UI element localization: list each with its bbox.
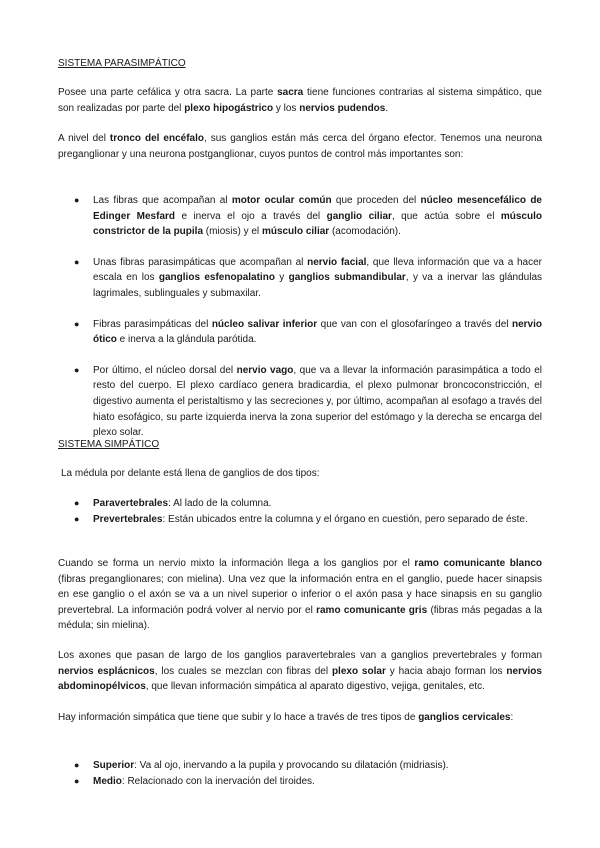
section-title-simpatico: SISTEMA SIMPÁTICO — [58, 439, 160, 450]
section-title-parasimpatico: SISTEMA PARASIMPÁTICO — [58, 58, 186, 69]
text-run: , sus ganglios están más cerca del órgano efector. Tenemos una neurona preganglionar y una neurona postganglionar, cuyos puntos de control más importantes son: — [58, 133, 543, 160]
text-run: , y va a inervar las glándulas lagrimales, sublinguales y submaxilar. — [93, 272, 543, 299]
list-item — [58, 363, 542, 441]
text-run: : Va al ojo, inervando a la pupila y provocando su dilatación (midriasis). — [134, 760, 449, 771]
bold-term: Medio — [93, 775, 122, 787]
bold-term: núcleo salivar inferior — [211, 318, 318, 330]
bold-term: tronco del encéfalo — [109, 133, 204, 144]
text-run: (miosis) y el — [203, 226, 262, 238]
bold-term: nervio vago — [236, 364, 294, 376]
list-item — [58, 193, 542, 240]
list-item — [58, 255, 542, 302]
bold-term: ramo comunicante blanco — [414, 558, 543, 569]
paragraph — [58, 710, 542, 726]
bold-term: ganglios submandibular — [288, 272, 406, 284]
bold-term: nervios pudendos — [299, 102, 386, 114]
bold-term: motor ocular común — [231, 195, 332, 206]
list-item — [58, 758, 542, 774]
bold-term: músculo constrictor de la pupila — [93, 210, 542, 238]
text-run: La médula por delante está llena de ganglios de dos tipos: — [61, 468, 320, 479]
bold-term: Paravertebrales — [93, 498, 169, 509]
text-run: y los — [273, 102, 300, 114]
text-run: tiene funciones contrarias al sistema simpático, que son realizadas por parte del — [58, 87, 542, 114]
bold-term: ganglios esfenopalatino — [158, 272, 275, 284]
text-run: que van con el glosofaríngeo a través del — [317, 318, 512, 330]
list-item — [58, 496, 542, 512]
bold-term: Superior — [93, 760, 135, 771]
bold-term: plexo hipogástrico — [184, 102, 274, 114]
bold-term: ganglio ciliar — [326, 210, 392, 222]
bold-term: sacra — [277, 87, 304, 98]
text-run: e inerva el ojo a través del — [175, 210, 327, 222]
text-run: e inerva a la glándula parótida. — [116, 334, 257, 346]
text-run: A nivel del — [58, 133, 110, 144]
bullet-icon: ● — [74, 498, 80, 508]
bullet-icon: ● — [74, 775, 80, 786]
list-item — [58, 512, 542, 528]
text-run: . — [385, 102, 389, 114]
bullet-list — [58, 193, 542, 441]
bold-term: nervio facial — [307, 256, 367, 268]
text-run: (acomodación). — [329, 226, 401, 238]
text-run: que proceden del — [331, 195, 421, 206]
bold-term: ramo comunicante gris — [316, 604, 428, 616]
text-run: : Relacionado con la inervación del tiroides. — [121, 775, 315, 787]
bold-term: músculo ciliar — [261, 226, 330, 238]
paragraph — [58, 648, 542, 695]
text-run: , que lleva información que va a hacer escala en los — [93, 256, 543, 284]
bullet-icon: ● — [74, 318, 80, 329]
text-run: : — [510, 712, 514, 723]
text-run: y — [274, 272, 289, 284]
list-item — [58, 774, 542, 790]
text-run: Hay información simpática que tiene que subir y lo hace a través de tres tipos de — [58, 712, 419, 723]
paragraph — [58, 131, 542, 162]
text-run: (fibras más pegadas a la médula; sin mielina). — [58, 604, 543, 632]
text-run: (fibras preganglionares; con mielina). Una vez que la información entra en el ganglio, puede hacer sinapsis en ese ganglio o el axón se va a un nivel superior o inferior o el axón pasa y hace sinapsis en su ganglio prevertebral. La información podrá volver al nervio por el — [58, 573, 542, 616]
text-run: : Están ubicados entre la columna y el órgano en cuestión, pero separado de éste. — [162, 513, 528, 525]
bullet-icon: ● — [74, 513, 80, 524]
bold-term: ganglios cervicales — [418, 712, 511, 723]
text-run: : Al lado de la columna. — [168, 498, 272, 509]
text-run: Cuando se forma un nervio mixto la información llega a los ganglios por el — [58, 558, 415, 569]
text-run: y hacia abajo forman los — [385, 665, 507, 677]
bold-term: nervio ótico — [93, 318, 542, 346]
text-run: , los cuales se mezclan con fibras del — [154, 665, 332, 677]
text-run: , que va a llevar la información parasimpática a todo el resto del cuerpo. El plexo cardíaco genera bradicardia, el plexo pulmonar broncoconstricción, el digestivo aumenta el peristaltismo y las secreciones y, por último, acompañan al esofago a través del hiato esofágico, su parte izquierda inerva la zona superior del estómago y la derecha se encarga del plexo solar. — [93, 364, 542, 439]
paragraph — [61, 466, 545, 482]
bullet-icon: ● — [74, 195, 80, 205]
bold-term: nervios esplácnicos — [58, 665, 155, 677]
text-run: Unas fibras parasimpáticas que acompañan al — [93, 256, 308, 268]
text-run: Por último, el núcleo dorsal del — [93, 364, 237, 376]
bullet-icon: ● — [74, 256, 80, 267]
text-run: Fibras parasimpáticas del — [93, 318, 212, 330]
text-run: Los axones que pasan de largo de los ganglios paravertebrales van a ganglios prevertebrales y forman — [58, 650, 542, 661]
text-run: , que actúa sobre el — [391, 210, 501, 222]
text-run: Posee una parte cefálica y otra sacra. La parte — [58, 87, 278, 98]
bullet-icon: ● — [74, 760, 80, 770]
text-run: Las fibras que acompañan al — [93, 195, 232, 206]
bold-term: nervios abdominopélvicos — [58, 665, 542, 693]
list-item — [58, 317, 542, 348]
bullet-list — [58, 758, 542, 789]
text-run: , que llevan información simpática al aparato digestivo, vejiga, genitales, etc. — [145, 681, 485, 693]
paragraph — [58, 556, 542, 634]
bold-term: núcleo mesencefálico de Edinger Mesfard — [93, 195, 542, 222]
bullet-icon: ● — [74, 364, 80, 375]
bullet-list — [58, 496, 542, 527]
bold-term: plexo solar — [331, 665, 386, 677]
bold-term: Prevertebrales — [93, 513, 163, 525]
paragraph — [58, 85, 542, 116]
